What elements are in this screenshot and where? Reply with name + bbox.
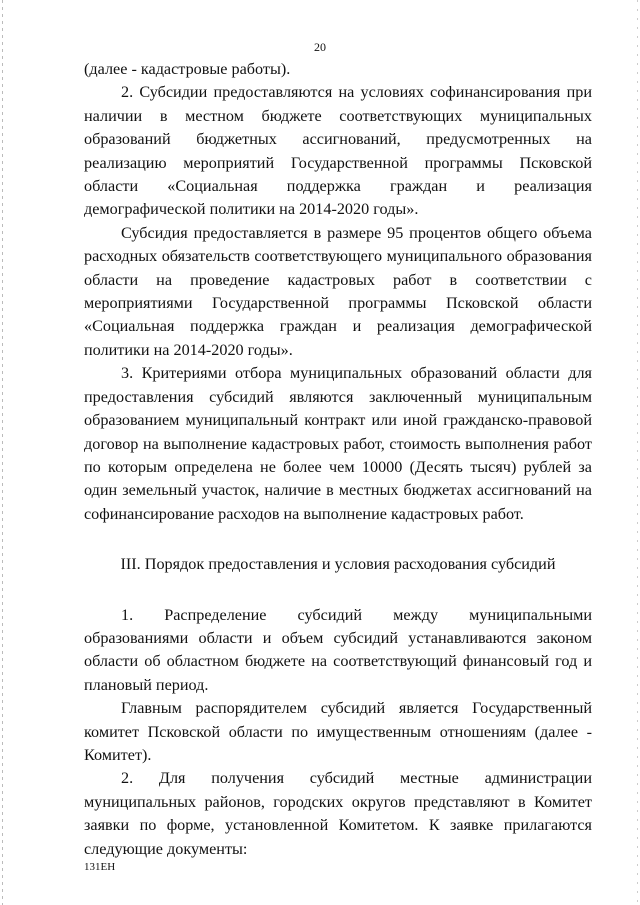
paragraph-chief-administrator: Главным распорядителем субсидий является Государственный комитет Псковской области по имущественным отношениям (далее - Комитет). [84,699,592,764]
paragraph-section3-item-1: 1. Распределение субсидий между муниципальными образованиями области и объем субсидий устанавливаются законом области об областном бюджете на соответствующий финансовый год и плановый период. [84,605,592,694]
page-number: 20 [314,40,326,54]
document-body [84,58,592,861]
section-heading: III. Порядок предоставления и условия расходования субсидий [120,555,556,574]
paragraph-item-3: 3. Критериями отбора муниципальных образований области для предоставления субсидий являются заключенный муниципальным образованием муниципальный контракт или иной гражданско-правовой договор на выполнение кадастровых работ, стоимость выполнения работ по которым определена не более чем 10000 (Десять тысяч) рублей за один земельный участок, наличие в местных бюджетах ассигнований на софинансирование расходов на выполнение кадастровых работ. [84,364,592,523]
paragraph-section3-item-2: 2. Для получения субсидий местные администрации муниципальных районов, городских округов представляют в Комитет заявки по форме, установленной Комитетом. К заявке прилагаются следующие документы: [84,769,592,858]
paragraph-item-2: 2. Субсидии предоставляются на условиях софинансирования при наличии в местном бюджете соответствующих муниципальных образований бюджетных ассигнований, предусмотренных на реализацию мероприятий Государственной программы Псковской области «Социальная поддержка граждан и реализация демографической политики на 2014-2020 годы». [84,83,592,219]
paragraph-subsidy-size: Субсидия предоставляется в размере 95 процентов общего объема расходных обязательств соответствующего муниципального образования области на проведение кадастровых работ в соответствии с мероприятиями Государственной программы Псковской области «Социальная поддержка граждан и реализация демографической политики на 2014-2020 годы». [84,223,592,359]
paragraph-continuation: (далее - кадастровые работы). [84,60,291,78]
scan-edge-left [2,0,3,905]
scan-edge-right [637,0,638,905]
footer-code: 131ЕН [84,861,116,873]
